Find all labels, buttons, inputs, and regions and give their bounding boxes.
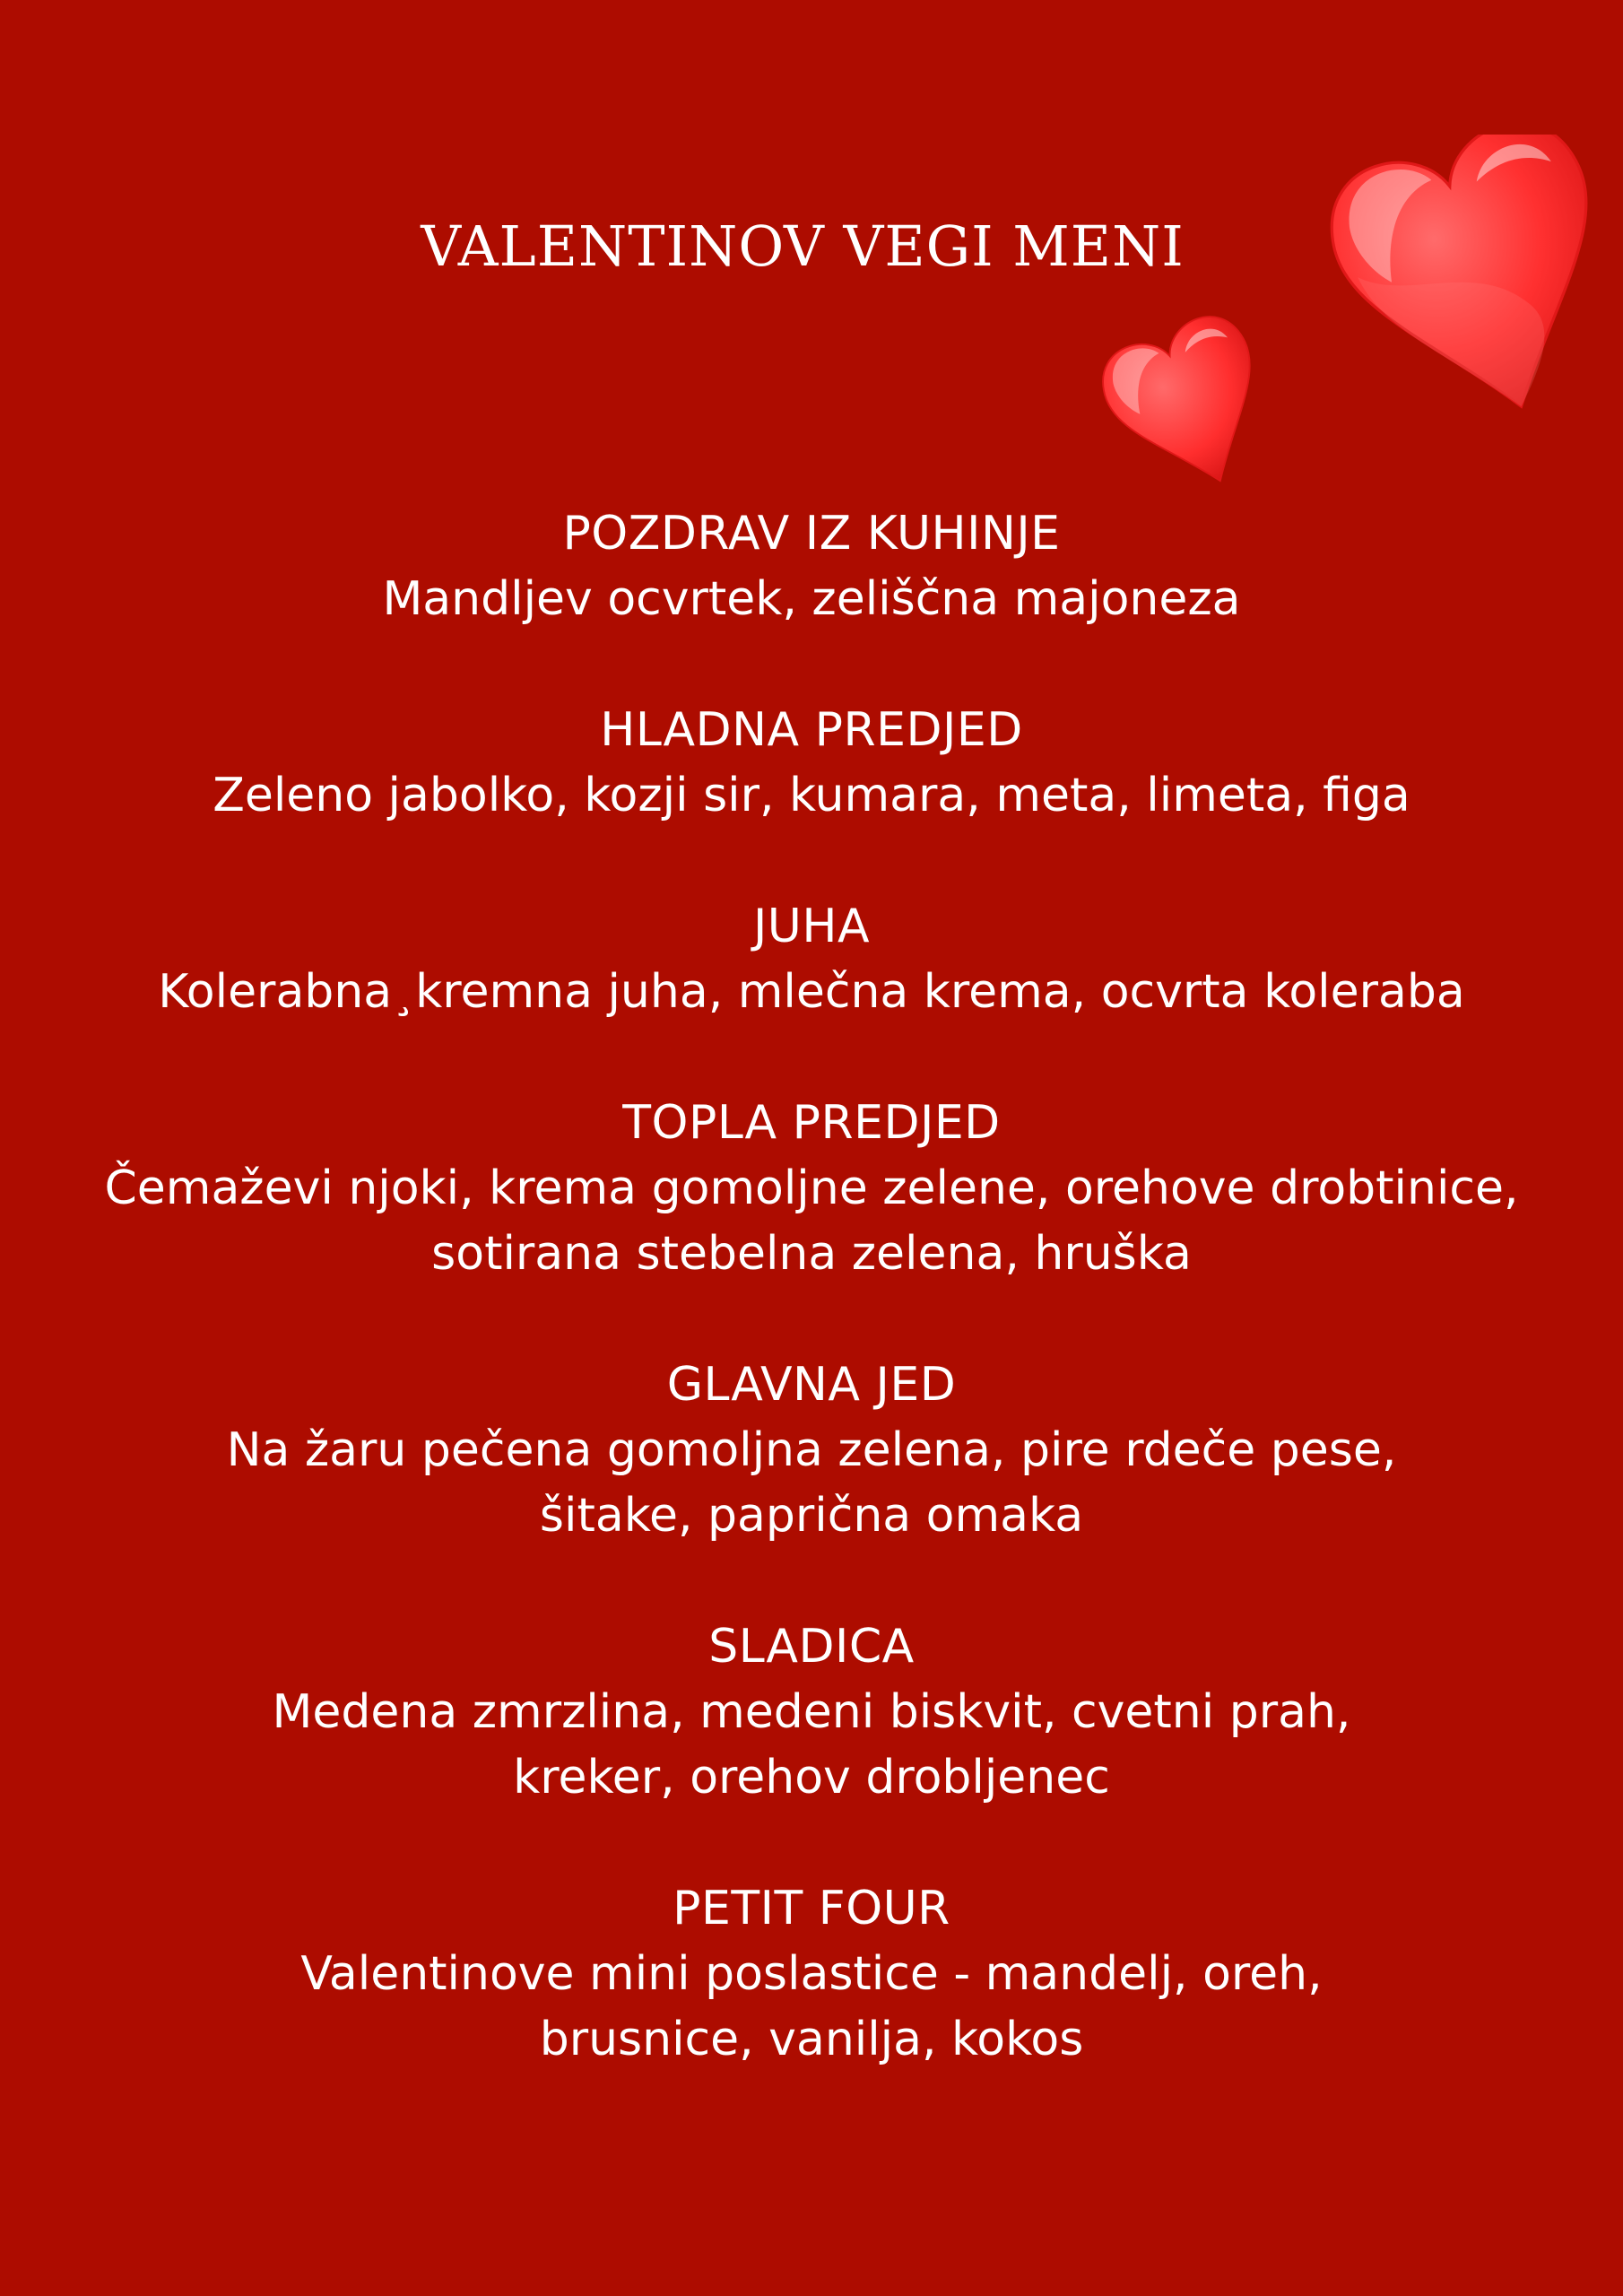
- course-heading: HLADNA PREDJED: [600, 703, 1023, 757]
- course-heading: POZDRAV IZ KUHINJE: [562, 507, 1061, 561]
- hearts-decoration: [1076, 135, 1623, 529]
- course-heading: TOPLA PREDJED: [622, 1096, 1001, 1150]
- course-description: sotirana stebelna zelena, hruška: [431, 1227, 1192, 1281]
- course-description: Medena zmrzlina, medeni biskvit, cvetni prah,: [272, 1685, 1351, 1739]
- course-description: brusnice, vanilja, kokos: [539, 2013, 1084, 2066]
- course-heading: PETIT FOUR: [673, 1882, 950, 1935]
- course-description: Valentinove mini poslastice - mandelj, oreh,: [300, 1947, 1323, 2001]
- course-description: Zeleno jabolko, kozji sir, kumara, meta, limeta, figa: [213, 769, 1410, 822]
- course-heading: GLAVNA JED: [666, 1358, 957, 1412]
- course-description: šitake, paprična omaka: [539, 1489, 1084, 1543]
- course-description: kreker, orehov drobljenec: [513, 1751, 1110, 1805]
- course-heading: SLADICA: [708, 1620, 915, 1674]
- course-heading: JUHA: [752, 900, 871, 953]
- small-heart-icon: [1091, 305, 1290, 509]
- large-heart-icon: [1314, 135, 1623, 447]
- course-description: Mandljev ocvrtek, zeliščna majoneza: [382, 572, 1241, 626]
- course-description: Čemaževi njoki, krema gomoljne zelene, orehove drobtinice,: [104, 1161, 1519, 1215]
- course-description: Na žaru pečena gomoljna zelena, pire rdeče pese,: [226, 1423, 1397, 1477]
- course-description: Kolerabna¸kremna juha, mlečna krema, ocvrta koleraba: [158, 965, 1465, 1019]
- menu-title: VALENTINOV VEGI MENI: [421, 213, 1185, 279]
